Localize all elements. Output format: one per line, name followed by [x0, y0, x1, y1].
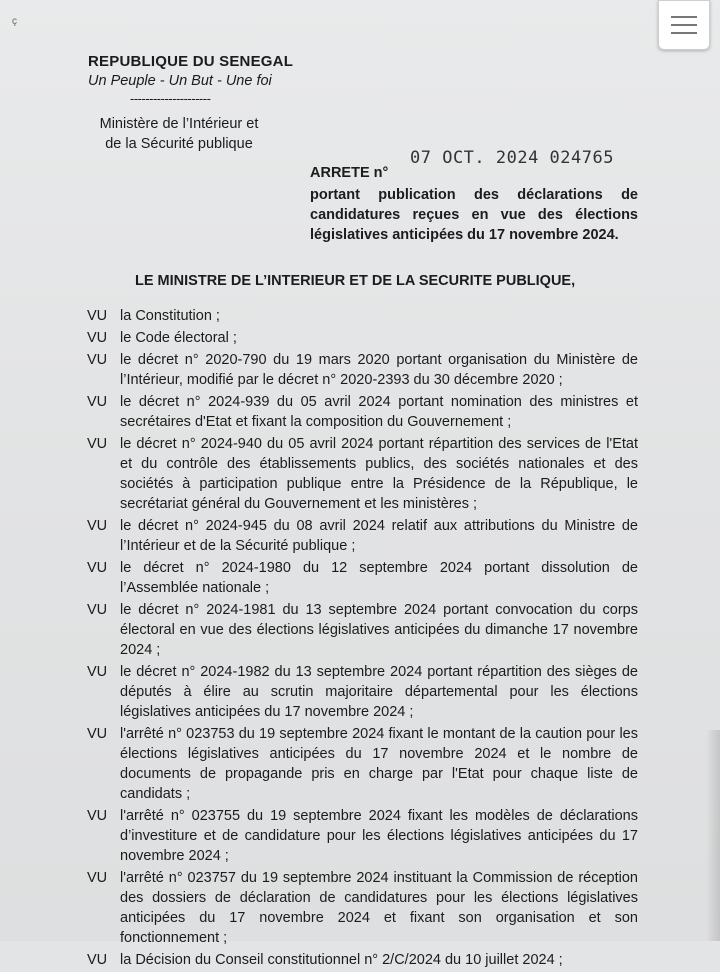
vu-item: [87, 350, 638, 390]
vu-label: VU: [87, 560, 108, 576]
arrete-object: portant publication des déclarations de candidatures reçues en vue des élections législatives anticipées du 17 novembre 2024.: [310, 187, 638, 243]
vu-label: VU: [87, 664, 108, 680]
ministry-line-1: Ministère de l’Intérieur et: [99, 116, 259, 132]
ministry-line-2: de la Sécurité publique: [105, 136, 253, 152]
vu-text: la Constitution ;: [120, 308, 220, 324]
national-motto: Un Peuple - Un But - Une foi: [88, 73, 272, 89]
vu-item: [87, 806, 638, 866]
vu-label: VU: [87, 330, 108, 346]
menu-bar: [671, 32, 697, 34]
vu-item: [87, 868, 638, 948]
vu-text: le Code électoral ;: [120, 330, 237, 346]
arrete-label: ARRETE n°: [310, 165, 389, 181]
vu-item: [87, 950, 638, 970]
republic-title: REPUBLIQUE DU SENEGAL: [88, 53, 294, 70]
vu-text: l'arrêté n° 023753 du 19 septembre 2024 fixant le montant de la caution pour les élections législatives anticipées du 17 novembre 2024 et le nombre de documents de propagande pris en charge par l'Etat pour chaque liste de candidats ;: [120, 726, 638, 802]
menu-bar: [671, 16, 697, 18]
vu-item: [87, 662, 638, 722]
vu-text: l'arrêté n° 023757 du 19 septembre 2024 instituant la Commission de réception des dossiers de déclaration de candidatures pour les élections législatives anticipées du 17 novembre 2024 et fixant son organisation et son fonctionnement ;: [120, 870, 638, 946]
vu-text: l'arrêté n° 023755 du 19 septembre 2024 fixant les modèles de déclarations d’investiture et de candidature pour les élections législatives anticipées du 17 novembre 2024 ;: [120, 808, 638, 864]
vu-text: le décret n° 2024-939 du 05 avril 2024 portant nomination des ministres et secrétaires d'Etat et fixant la composition du Gouvernement ;: [120, 394, 638, 430]
minister-heading: LE MINISTRE DE L’INTERIEUR ET DE LA SECURITE PUBLIQUE,: [135, 273, 576, 289]
vu-label: VU: [87, 808, 108, 824]
vu-item: [87, 600, 638, 660]
corner-mark: ç: [12, 16, 17, 27]
vu-label: VU: [87, 870, 108, 886]
vu-item: [87, 434, 638, 514]
vu-item: [87, 392, 638, 432]
vu-text: le décret n° 2024-945 du 08 avril 2024 relatif aux attributions du Ministre de l’Intérieur et de la Sécurité publique ;: [120, 518, 638, 554]
vu-text: le décret n° 2020-790 du 19 mars 2020 portant organisation du Ministère de l’Intérieur, modifié par le décret n° 2020-2393 du 30 décembre 2020 ;: [120, 352, 638, 388]
vu-label: VU: [87, 352, 108, 368]
ministry-name: [90, 114, 268, 154]
menu-bar: [671, 24, 697, 26]
vu-text: la Décision du Conseil constitutionnel n° 2/C/2024 du 10 juillet 2024 ;: [120, 952, 563, 968]
vu-item: [87, 724, 638, 804]
vu-item: [87, 558, 638, 598]
vu-text: le décret n° 2024-1981 du 13 septembre 2024 portant convocation du corps électoral en vue des élections législatives anticipées du dimanche 17 novembre 2024 ;: [120, 602, 638, 658]
vu-label: VU: [87, 602, 108, 618]
vu-text: le décret n° 2024-1982 du 13 septembre 2024 portant répartition des sièges de députés à élire au scrutin majoritaire départemental pour les élections législatives anticipées du 17 novembre 2024 ;: [120, 664, 638, 720]
vu-label: VU: [87, 952, 108, 968]
vu-label: VU: [87, 394, 108, 410]
vu-item: [87, 306, 638, 326]
vu-label: VU: [87, 436, 108, 452]
vu-label: VU: [87, 308, 108, 324]
vu-item: [87, 516, 638, 556]
header-separator: ---------------------: [130, 91, 211, 106]
vu-list: [87, 306, 638, 972]
hamburger-menu-icon[interactable]: [658, 0, 710, 50]
date-number-stamp: 07 OCT. 2024 024765: [410, 148, 614, 168]
vu-text: le décret n° 2024-1980 du 12 septembre 2024 portant dissolution de l’Assemblée nationale ;: [120, 560, 638, 596]
page-edge-shadow: [706, 730, 720, 941]
vu-item: [87, 328, 638, 348]
vu-text: le décret n° 2024-940 du 05 avril 2024 portant répartition des services de l'Etat et du contrôle des établissements publics, des sociétés nationales et des sociétés à participation publique entre la Présidence de la République, le secrétariat général du Gouvernement et les ministères ;: [120, 436, 638, 512]
vu-label: VU: [87, 726, 108, 742]
vu-label: VU: [87, 518, 108, 534]
